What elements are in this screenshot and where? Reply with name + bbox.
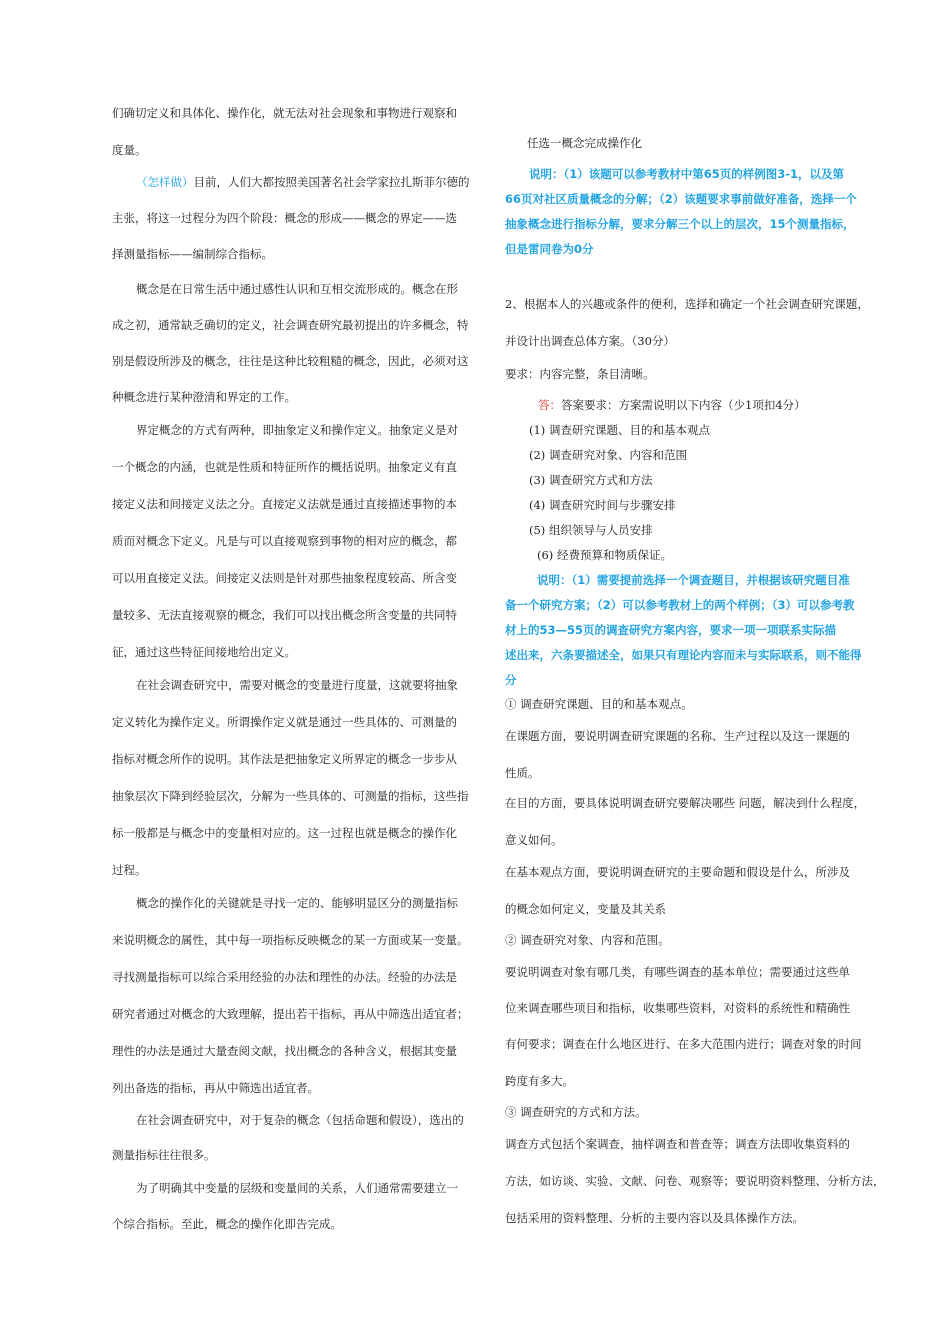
note-line: 但是雷同卷为0分 bbox=[505, 242, 594, 256]
note-line: 备一个研究方案；（2）可以参考教材上的两个样例；（3）可以参考教 bbox=[505, 598, 855, 612]
text-line: 寻找测量指标可以综合采用经验的办法和理性的办法。经验的办法是 bbox=[112, 970, 457, 984]
text-line: 要说明调查对象有哪几类，有哪些调查的基本单位；需要通过这些单 bbox=[505, 965, 850, 979]
note-line: 述出来，六条要描述全，如果只有理论内容而未与实际联系，则不能得 bbox=[505, 648, 862, 662]
text-line: 研究者通过对概念的大致理解，提出若干指标，再从中筛选出适宜者； bbox=[112, 1007, 469, 1021]
list-item: (5) 组织领导与人员安排 bbox=[529, 523, 653, 537]
text-line: 位来调查哪些项目和指标，收集哪些资料，对资料的系统性和精确性 bbox=[505, 1001, 850, 1015]
text-line: 在课题方面，要说明调查研究课题的名称、生产过程以及这一课题的 bbox=[505, 729, 850, 743]
text-line: 包括采用的资料整理、分析的主要内容以及具体操作方法。 bbox=[505, 1211, 804, 1225]
text-line: 成之初，通常缺乏确切的定义，社会调查研究最初提出的许多概念，特 bbox=[112, 318, 469, 332]
text-line: 来说明概念的属性，其中每一项指标反映概念的某一方面或某一变量。 bbox=[112, 933, 469, 947]
list-item: (4) 调查研究时间与步骤安排 bbox=[529, 498, 676, 512]
section-title: ① 调查研究课题、目的和基本观点。 bbox=[505, 697, 693, 711]
text-line: 择测量指标——编制综合指标。 bbox=[112, 247, 273, 261]
text-line: 理性的办法是通过大量查阅文献，找出概念的各种含义，根据其变量 bbox=[112, 1044, 457, 1058]
text-line: 一个概念的内涵，也就是性质和特征所作的概括说明。抽象定义有直 bbox=[112, 460, 457, 474]
question-line: 2、根据本人的兴趣或条件的便利，选择和确定一个社会调查研究课题， bbox=[505, 297, 869, 311]
answer-label: 答： bbox=[538, 398, 561, 412]
text-line: 测量指标往往很多。 bbox=[112, 1148, 216, 1162]
note-line: 66页对社区质量概念的分解；（2）该题要求事前做好准备，选择一个 bbox=[505, 192, 857, 206]
text-line: 意义如何。 bbox=[505, 833, 563, 847]
note-line: 说明：（1）需要提前选择一个调查题目，并根据该研究题目准 bbox=[537, 573, 850, 587]
text-line: 在社会调查研究中，需要对概念的变量进行度量，这就要将抽象 bbox=[136, 678, 458, 692]
text-line: 指标对概念所作的说明。其作法是把抽象定义所界定的概念一步步从 bbox=[112, 752, 457, 766]
section-title: ② 调查研究对象、内容和范围。 bbox=[505, 933, 670, 947]
list-item: (3) 调查研究方式和方法 bbox=[529, 473, 653, 487]
text-line: 量较多、无法直接观察的概念，我们可以找出概念所含变量的共同特 bbox=[112, 608, 457, 622]
text-line: 方法，如访谈、实验、文献、问卷、观察等；要说明资料整理、分析方法， bbox=[505, 1174, 885, 1188]
text-line: 标一般都是与概念中的变量相对应的。这一过程也就是概念的操作化 bbox=[112, 826, 457, 840]
text-line: 抽象层次下降到经验层次，分解为一些具体的、可测量的指标，这些指 bbox=[112, 789, 469, 803]
note-line: 抽象概念进行指标分解，要求分解三个以上的层次，15个测量指标， bbox=[505, 217, 855, 231]
how-to-tag: （怎样做） bbox=[136, 175, 194, 189]
section-title: ③ 调查研究的方式和方法。 bbox=[505, 1105, 647, 1119]
text-line: 定义转化为操作定义。所谓操作定义就是通过一些具体的、可测量的 bbox=[112, 715, 457, 729]
text-line: 的概念如何定义，变量及其关系 bbox=[505, 902, 666, 916]
list-item: (2) 调查研究对象、内容和范围 bbox=[529, 448, 687, 462]
answer-line: 答：答案要求：方案需说明以下内容（少1项扣4分） bbox=[538, 398, 806, 412]
text-line: 过程。 bbox=[112, 863, 147, 877]
text-line: 概念是在日常生活中通过感性认识和互相交流形成的。概念在形 bbox=[136, 282, 458, 296]
text-line: 征，通过这些特征间接地给出定义。 bbox=[112, 645, 296, 659]
text-line: 在基本观点方面，要说明调查研究的主要命题和假设是什么，所涉及 bbox=[505, 865, 850, 879]
note-line: 分 bbox=[505, 673, 517, 687]
text-line: 个综合指标。至此，概念的操作化即告完成。 bbox=[112, 1217, 342, 1231]
text-line: 度量。 bbox=[112, 143, 147, 157]
text-line: 概念的操作化的关键就是寻找一定的、能够明显区分的测量指标 bbox=[136, 896, 458, 910]
text-line: 有何要求；调查在什么地区进行、在多大范围内进行；调查对象的时间 bbox=[505, 1037, 862, 1051]
text-line: 别是假设所涉及的概念，往往是这种比较粗糙的概念，因此，必须对这 bbox=[112, 354, 469, 368]
text-line: 可以用直接定义法。间接定义法则是针对那些抽象程度较高、所含变 bbox=[112, 571, 457, 585]
note-line: 材上的53—55页的调查研究方案内容，要求一项一项联系实际描 bbox=[505, 623, 837, 637]
task-heading: 任选一概念完成操作化 bbox=[527, 136, 642, 150]
text-line: 在社会调查研究中，对于复杂的概念（包括命题和假设），选出的 bbox=[136, 1113, 464, 1127]
text-line: 界定概念的方式有两种，即抽象定义和操作定义。抽象定义是对 bbox=[136, 423, 458, 437]
text-line: 在目的方面，要具体说明调查研究要解决哪些 问题，解决到什么程度， bbox=[505, 796, 866, 810]
text-line: 接定义法和间接定义法之分。直接定义法就是通过直接描述事物的本 bbox=[112, 497, 457, 511]
list-item: (6) 经费预算和物质保证。 bbox=[537, 548, 672, 562]
paragraph-first-line: （怎样做）目前，人们大都按照美国著名社会学家拉扎斯菲尔德的 bbox=[136, 175, 470, 189]
text-line: 列出备选的指标，再从中筛选出适宜者。 bbox=[112, 1081, 319, 1095]
requirement: 要求：内容完整，条目清晰。 bbox=[505, 367, 655, 381]
text-line: 主张，将这一过程分为四个阶段：概念的形成——概念的界定——选 bbox=[112, 211, 457, 225]
note-line: 说明：（1）该题可以参考教材中第65页的样例图3-1，以及第 bbox=[529, 167, 845, 181]
text-line: 们确切定义和具体化、操作化，就无法对社会现象和事物进行观察和 bbox=[112, 106, 457, 120]
text-line: 调查方式包括个案调查，抽样调查和普查等；调查方法即收集资料的 bbox=[505, 1137, 850, 1151]
list-item: (1) 调查研究课题、目的和基本观点 bbox=[529, 423, 710, 437]
text-line: 为了明确其中变量的层级和变量间的关系，人们通常需要建立一 bbox=[136, 1181, 458, 1195]
text-line: 质而对概念下定义。凡是与可以直接观察到事物的相对应的概念，都 bbox=[112, 534, 457, 548]
text-line: 性质。 bbox=[505, 766, 540, 780]
text-line: 种概念进行某种澄清和界定的工作。 bbox=[112, 390, 296, 404]
text-line: 跨度有多大。 bbox=[505, 1074, 574, 1088]
question-line: 并设计出调查总体方案。（30分） bbox=[505, 334, 675, 348]
